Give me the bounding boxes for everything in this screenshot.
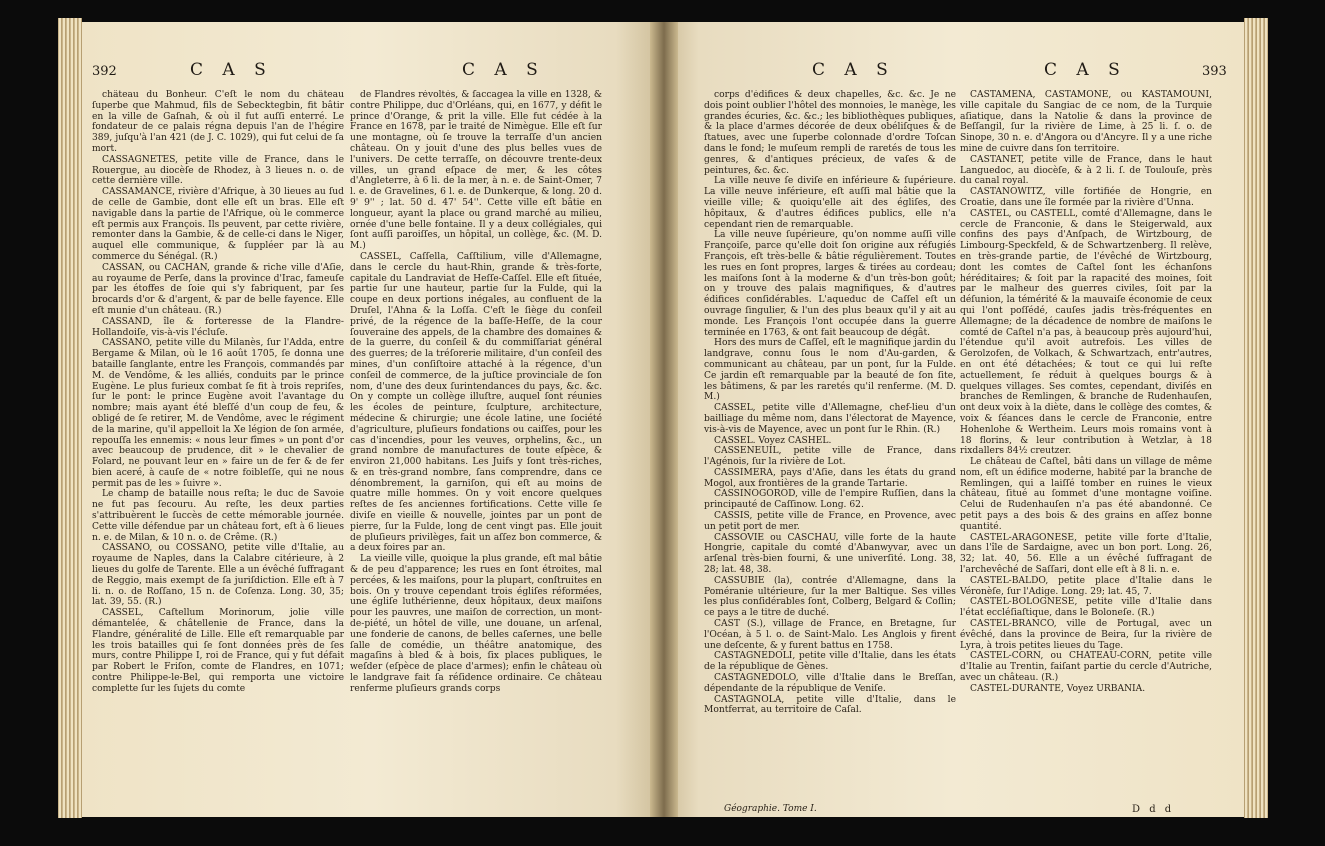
- entry: CASTEL, ou CASTELL, comté d'Allemagne, dans le cercle de Franconie, & dans le Steigerwald, aux confins des pays d'Anſpach, de Wirtzbourg, de Limbourg-Speckfeld, & de Schwartzenberg. Il relève, en très-grande partie, de l'évêché de Wirtzbourg, dont les comtes de Caſtel ſont les échanſons héréditaires; & ſoit par la rapacité des moines, ſoit par le malheur des guerres civiles, ſoit par la déſunion, la témérité & la mauvaiſe économie de ceux qui l'ont poſſédé, cauſes jadis très-fréquentes en Allemagne; de la décadence de nombre de maiſons le comté de Caſtel n'a pas, à beaucoup près aujourd'hui, l'étendue qu'il avoit autrefois. Les villes de Gerolzofen, de Volkach, & Schwartzach, entr'autres, en ont été détachées; & tout ce qui lui reſte actuellement, ſe réduit à quelques bourgs & à quelques villages. Ses comtes, cependant, diviſés en branches de Remlingen, & branche de Rudenhauſen, ont deux voix à la diète, dans le collège des comtes, & voix & ſéances dans le cercle de Franconie, entre Hohenlohe & Wertheim. Leurs mois romains vont à 18 florins, & leur contribution à Wetzlar, à 18 rixdallers 84½ creutzer.: [960, 208, 1212, 457]
- entry: Le château de Caſtel, bâti dans un village de même nom, eſt un édifice moderne, habité par la branche de Remlingen, qui a laiſſé tomber en ruines le vieux château, ſitué au ſommet d'une montagne voiſine. Celui de Rudenhauſen n'a pas été abandonné. Ce petit pays a des bois & des grains en aſſez bonne quantité.: [960, 457, 1212, 532]
- entry: CASSEL, petite ville d'Allemagne, chef-lieu d'un bailliage du même nom, dans l'électorat de Mayence, vis-à-vis de Mayence, avec un pont ſur le Rhin. (R.): [704, 403, 956, 435]
- left-column-2: [350, 90, 602, 810]
- entry: CASSINOGOROD, ville de l'empire Ruſſien, dans la principauté de Caſſinow. Long. 62.: [704, 489, 956, 511]
- entry: corps d'édifices & deux chapelles, &c. &c. Je ne dois point oublier l'hôtel des monnoies, le manège, les grandes écuries, &c. &c.; les bibliothèques publiques, & la place d'armes décorée de deux obéliſques & de ſtatues, avec une ſuperbe colonnade d'ordre Toſcan dans le fond; le muſeum rempli de raretés de tous les genres, & d'antiques précieux, de vaſes & de peintures, &c. &c.: [704, 90, 956, 176]
- footer-volume: Géographie. Tome I.: [724, 804, 817, 814]
- entry: Hors des murs de Caſſel, eſt le magnifique jardin du landgrave, connu ſous le nom d'Au-garden, & communicant au château, par un pont, ſur la Fulde. Ce jardin eſt remarquable par la beauté de ſon ſite, les bâtimens, & par les raretés qu'il renferme. (M. D. M.): [704, 338, 956, 403]
- entry: CASSEL, Caſſella, Caſſtilium, ville d'Allemagne, dans le cercle du haut-Rhin, grande & très-forte, capitale du Landraviat de Heſſe-Caſſel. Elle eſt ſituée, partie ſur une hauteur, partie ſur la Fulde, qui la coupe en deux portions inégales, au confluent de la Druſel, l'Ahna & la Loſſa. C'eſt le ſiège du conſeil privé, de la régence de la baſſe-Heſſe, de la cour ſouveraine des appels, de la chambre des domaines & de la guerre, du conſeil & du commiſſariat général des guerres; de la tréſorerie militaire, d'un conſeil des mines, d'un conſiſtoire attaché à la régence, d'un conſeil de commerce, de la juſtice provinciale de ſon nom, d'une des deux ſurintendances du pays, &c. &c. On y compte un collège illuſtre, auquel ſont réunies les écoles de peinture, ſculpture, architecture, médecine & chirurgie; une école latine, une ſociété d'agriculture, pluſieurs fondations ou caiſſes, pour les cas d'incendies, pour les veuves, orphelins, &c., un grand nombre de manufactures de toute eſpèce, & environ 21,000 habitans. Les Juifs y ſont très-riches, & en très-grand nombre, ſans comprendre, dans ce dénombrement, la garniſon, qui eſt au moins de quatre mille hommes. On y voit encore quelques reſtes de ſes anciennes fortifications. Cette ville ſe diviſe en vieille & nouvelle, jointes par un pont de pierre, ſur la Fulde, long de cent vingt pas. Elle jouit de pluſieurs privilèges, fait un aſſez bon commerce, & a deux foires par an.: [350, 251, 602, 554]
- entry: CASSEL. Voyez CASHEL.: [714, 435, 832, 446]
- entry: château du Bonheur. C'eſt le nom du château ſuperbe que Mahmud, fils de Sebecktegbin, fit bâtir en la ville de Gaſnah, & où il fut auſſi enterré. Le fondateur de ce palais régna depuis l'an de l'hégire 389, juſqu'à l'an 421 (de J. C. 1029), qui fut celui de ſa mort.: [92, 90, 344, 154]
- right-column-2: [960, 90, 1212, 790]
- entry: CASTANOWITZ, ville fortifiée de Hongrie, en Croatie, dans une île formée par la rivière d'Unna.: [960, 187, 1212, 208]
- entry: CASTAGNOLA, petite ville d'Italie, dans le Montferrat, au territoire de Caſal.: [704, 694, 956, 716]
- entry: La ville neuve ſupérieure, qu'on nomme auſſi ville Françoiſe, parce qu'elle doit ſon origine aux réfugiés François, eſt très-belle & bâtie régulièrement. Toutes les rues en ſont propres, larges & tirées au cordeau; les maiſons ſont à la moderne & d'un très-bon goût; on y trouve des palais magnifiques, & d'autres édifices conſidérables. L'aqueduc de Caſſel eſt un ouvrage ſingulier, & l'un des plus beaux qu'il y ait au monde. Les François l'ont occupée dans la guerre terminée en 1763, & ont fait beaucoup de dégât.: [704, 230, 956, 338]
- entry: CASTEL-CORN, ou CHATEAU-CORN, petite ville d'Italie au Trentin, faiſant partie du cercle d'Autriche, avec un château. (R.): [960, 651, 1212, 684]
- entry: CASTEL-ARAGONESE, petite ville forte d'Italie, dans l'île de Sardaigne, avec un bon port. Long. 26, 32; lat. 40, 56. Elle a un évêché ſuffragant de l'archevêché de Saſſari, dont elle eſt à 8 li. n. e.: [960, 532, 1212, 576]
- right-column-1: [704, 90, 956, 810]
- entry: CASTAMENA, CASTAMONE, ou KASTAMOUNI, ville capitale du Sangiac de ce nom, de la Turquie aſiatique, dans la Natolie & dans la province de Beſſangil, ſur la rivière de Lime, à 25 li. ſ. o. de Sinope, 30 n. e. d'Angora ou d'Ancyre. Il y a une riche mine de cuivre dans ſon territoire.: [960, 90, 1212, 154]
- running-head-right-col1: C A S: [812, 60, 895, 80]
- entry: La vieille ville, quoique la plus grande, eſt mal bâtie & de peu d'apparence; les rues en ſont étroites, mal percées, & les maiſons, pour la plupart, conſtruites en bois. On y trouve cependant trois égliſes réformées, une égliſe luthérienne, deux hôpitaux, deux maiſons pour les pauvres, une maiſon de correction, un mont-de-piété, un hôtel de ville, une douane, un arſenal, une fonderie de canons, de belles caſernes, une belle ſalle de comédie, un théâtre anatomique, des magaſins à bled & à bois, ſix places publiques, le weſder (eſpèce de place d'armes); enfin le château où le landgrave fait ſa réſidence ordinaire. Ce château renferme pluſieurs grands corps: [350, 554, 602, 694]
- signature-mark: D d d: [1132, 804, 1175, 815]
- page-number-left: 392: [92, 64, 117, 79]
- left-column-1: [92, 90, 344, 810]
- right-page: [664, 22, 1244, 817]
- left-page: [82, 22, 662, 817]
- entry: CASSAMANCE, rivière d'Afrique, à 30 lieues au ſud de celle de Gambie, dont elle eſt un bras. Elle eſt navigable dans la partie de l'Afrique, où le commerce eſt permis aux François. Ils peuvent, par cette rivière, remonter dans la Gambie, & de celle-ci dans le Niger, auquel elle communique, & ſuppléer par là au commerce du Sénégal. (R.): [92, 187, 344, 262]
- entry: CASTEL-BOLOGNESE, petite ville d'Italie dans l'état eccléſiaſtique, dans le Boloneſe. (R.): [960, 597, 1212, 619]
- entry: CASSENEUIL, petite ville de France, dans l'Agénois, ſur la rivière de Lot.: [704, 446, 956, 468]
- right-page-edges: [1244, 18, 1268, 818]
- entry: CASTEL-DURANTE, Voyez URBANIA.: [970, 683, 1146, 694]
- entry: CASSANO, petite ville du Milanès, ſur l'Adda, entre Bergame & Milan, où le 16 août 1705, ſe donna une bataille ſanglante, entre les François, commandés par M. de Vendôme, & les alliés, conduits par le prince Eugène. Le plus furieux combat ſe fit à trois repriſes, ſur le pont: le prince Eugène avoit l'avantage du nombre; mais ayant été bleſſé d'un coup de feu, & obligé de ſe retirer, M. de Vendôme, avec le régiment de la marine, qu'il appelloit la Xe légion de ſon armée, repouſſa les ennemis: « nous leur fîmes » un pont d'or avec beaucoup de prudence, dit » le chevalier de Folard, ne pouvant leur en » faire un de fer & de fer bien aceré, à cauſe de « notre foibleſſe, qui ne nous permit pas de les » ſuivre ».: [92, 338, 344, 489]
- entry: CASTAGNEDOLO, ville d'Italie dans le Breſſan, dépendante de la république de Veniſe.: [704, 673, 956, 694]
- running-head-right-col2: C A S: [1044, 60, 1127, 80]
- entry: CASTEL-BRANCO, ville de Portugal, avec un évêché, dans la province de Beira, ſur la rivière de Lyra, à trois petites lieues du Tage.: [960, 619, 1212, 651]
- entry: CASSAN, ou CACHAN, grande & riche ville d'Aſie, au royaume de Perſe, dans la province d'Irac, fameuſe par les étoffes de ſoie qui s'y fabriquent, par ſes brocards d'or & d'argent, & par de belle fayence. Elle eſt munie d'un château. (R.): [92, 262, 344, 316]
- page-number-right: 393: [1202, 64, 1227, 79]
- book-gutter: [650, 22, 678, 817]
- entry: CASSAND, île & forteresse de la Flandre-Hollandoiſe, vis-à-vis l'écluſe.: [92, 316, 344, 338]
- entry: CASTEL-BALDO, petite place d'Italie dans le Véronèſe, ſur l'Adige. Long. 29; lat. 45, 7.: [960, 575, 1212, 597]
- entry: CASSUBIE (la), contrée d'Allemagne, dans la Poméranie ultérieure, ſur la mer Baltique. Ses villes les plus conſidérables ſont, Colberg, Belgard & Coſlin; ce pays a le titre de duché.: [704, 575, 956, 619]
- running-head-left-col1: C A S: [190, 60, 273, 80]
- entry: CASSIS, petite ville de France, en Provence, avec un petit port de mer.: [704, 511, 956, 532]
- entry: CASTAGNEDOLI, petite ville d'Italie, dans les états de la république de Gènes.: [704, 651, 956, 673]
- entry: CAST (S.), village de France, en Bretagne, ſur l'Océan, à 5 l. o. de Saint-Malo. Les Anglois y firent une deſcente, & y furent battus en 1758.: [704, 619, 956, 651]
- entry: de Flandres révoltés, & ſaccagea la ville en 1328, & contre Philippe, duc d'Orléans, qui, en 1677, y défit le prince d'Orange, & prit la ville. Elle fut cédée à la France en 1678, par le traité de Nimègue. Elle eſt ſur une montagne, où ſe trouve la terraſſe d'un ancien château. On y jouit d'une des plus belles vues de l'univers. De cette terraſſe, on découvre trente-deux villes, un grand eſpace de mer, & les côtes d'Angleterre, à 6 li. de la mer, à n. e. de Saint-Omer, 7 l. e. de Gravelines, 6 l. e. de Dunkerque, & long. 20 d. 9' 9'' ; lat. 50 d. 47' 54''. Cette ville eſt bâtie en longueur, ayant la place ou grand marché au milieu, ornée d'une belle fontaine. Il y a deux collégiales, qui ſont auſſi paroiſſes, un hôpital, un collège, &c. (M. D. M.): [350, 90, 602, 252]
- entry: CASSOVIE ou CASCHAU, ville forte de la haute Hongrie, capitale du comté d'Abanwyvar, avec un arſenal très-bien fourni, & une univerſité. Long. 38, 28; lat. 48, 38.: [704, 532, 956, 576]
- left-page-edges: [58, 18, 82, 818]
- entry: CASSIMERA, pays d'Aſie, dans les états du grand Mogol, aux frontières de la grande Tartarie.: [704, 467, 956, 489]
- entry: CASSEL, Caſtellum Morinorum, jolie ville démantelée, & châtellenie de France, dans la Flandre, généralité de Lille. Elle eſt remarquable par les trois batailles qui ſe ſont données près de ſes murs, contre Philippe I, roi de France, qui y fut défait par Robert le Friſon, comte de Flandres, en 1071; contre Philippe-le-Bel, qui remporta une victoire complette ſur les ſujets du comte: [92, 608, 344, 694]
- entry: CASSAGNETES, petite ville de France, dans le Rouergue, au diocèſe de Rhodez, à 3 lieues n. o. de cette dernière ville.: [92, 154, 344, 187]
- entry: CASTANET, petite ville de France, dans le haut Languedoc, au diocèſe, & à 2 li. ſ. de Toulouſe, près du canal royal.: [960, 154, 1212, 187]
- entry: Le champ de bataille nous reſta; le duc de Savoie ne fut pas ſecouru. Au reſte, les deux parties s'attribuèrent le ſuccès de cette mémorable journée. Cette ville défendue par un château fort, eſt à 6 lieues n. e. de Milan, & 10 n. o. de Crême. (R.): [92, 489, 344, 543]
- running-head-left-col2: C A S: [462, 60, 545, 80]
- entry: La ville neuve ſe diviſe en inférieure & ſupérieure. La ville neuve inférieure, eſt auſſi mal bâtie que la vieille ville; & quoiqu'elle ait des égliſes, des hôpitaux, & d'autres édifices publics, elle n'a cependant rien de remarquable.: [704, 176, 956, 230]
- entry: CASSANO, ou COSSANO, petite ville d'Italie, au royaume de Naples, dans la Calabre citérieure, à 2 lieues du golfe de Tarente. Elle a un évêché ſuffragant de Reggio, mais exempt de ſa juriſdiction. Elle eſt à 7 li. n. o. de Roſſano, 15 n. de Coſenza. Long. 30, 35; lat. 39, 55. (R.): [92, 543, 344, 608]
